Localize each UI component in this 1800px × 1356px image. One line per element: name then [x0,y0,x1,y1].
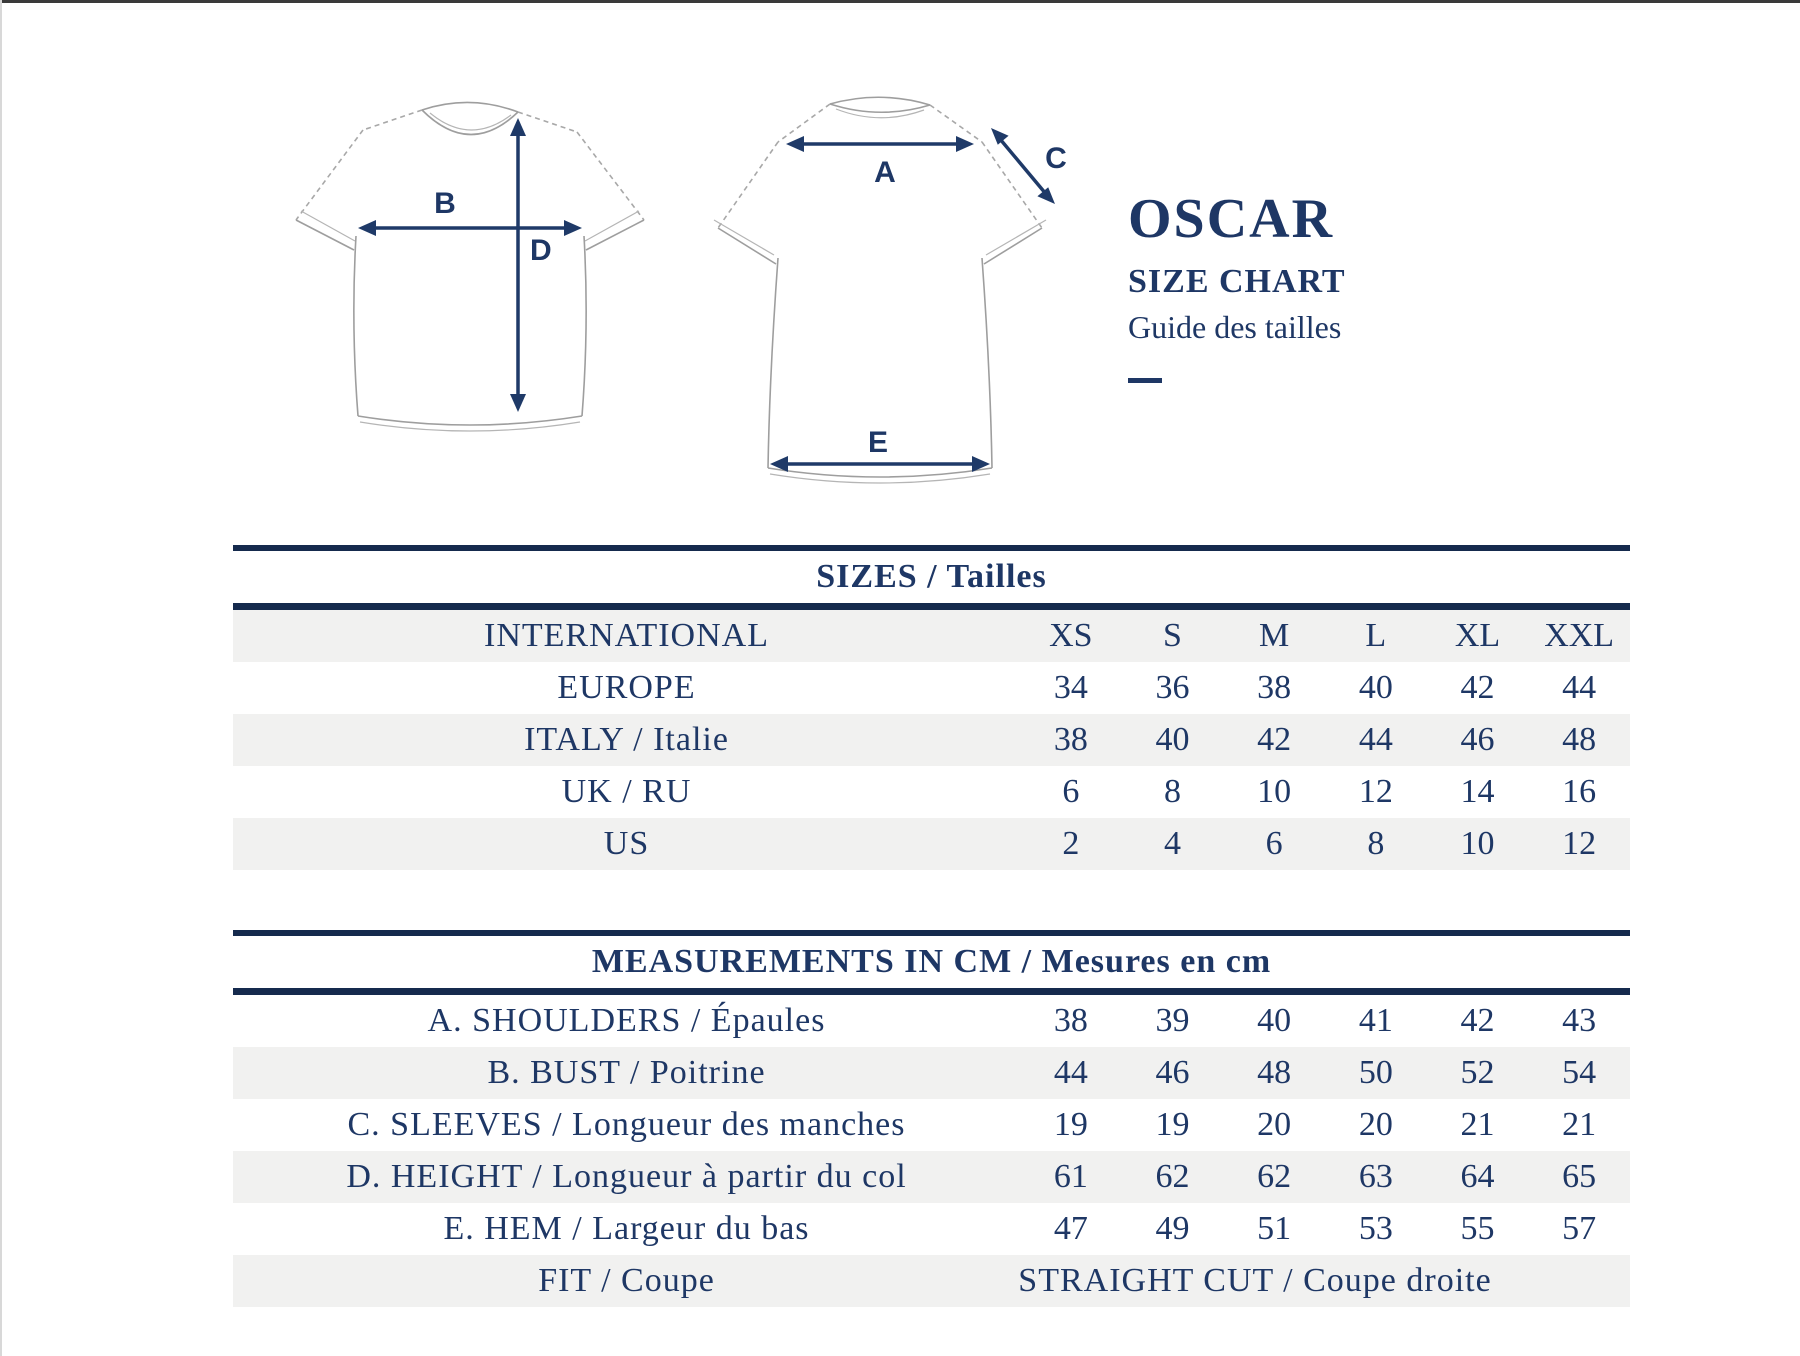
row-value: 8 [1163,773,1181,810]
row-value: 6 [1062,773,1080,810]
row-value: 51 [1257,1210,1292,1247]
row-value: 48 [1257,1054,1292,1091]
screenshot-top-border [0,0,1800,3]
row-value: XL [1454,617,1501,654]
row-value: 65 [1562,1158,1597,1195]
measure-label-d: D [530,234,552,267]
row-value: 44 [1358,721,1393,758]
table-row [233,766,1630,818]
row-value: 20 [1358,1106,1393,1143]
size-chart-heading: SIZE CHART [1128,263,1346,300]
row-value: 54 [1562,1054,1597,1091]
row-label: EUROPE [557,669,696,706]
row-value: 34 [1053,669,1088,706]
row-value: 40 [1155,721,1190,758]
row-value: 12 [1562,825,1597,862]
sizes-table [233,545,1630,870]
table-row [233,1099,1630,1151]
row-value: 53 [1358,1210,1393,1247]
brand-block [1128,190,1346,383]
row-value: 21 [1460,1106,1495,1143]
table-row [233,1203,1630,1255]
row-value: 42 [1460,669,1495,706]
size-chart-heading-french: Guide des tailles [1128,309,1342,345]
row-value: 19 [1155,1106,1190,1143]
row-value: 42 [1257,721,1292,758]
row-value: 62 [1257,1158,1292,1195]
row-value: L [1365,617,1387,654]
measure-label-a: A [874,156,896,189]
row-label: US [603,825,650,862]
row-value: 46 [1155,1054,1190,1091]
row-label: C. SLEEVES / Longueur des manches [347,1106,906,1143]
row-label: D. HEIGHT / Longueur à partir du col [346,1158,907,1195]
row-value: 46 [1460,721,1495,758]
row-value: 64 [1460,1158,1495,1195]
table-row [233,1151,1630,1203]
sizes-table-header: SIZES / Tailles [816,558,1047,595]
row-label: INTERNATIONAL [484,617,769,654]
row-value: 6 [1265,825,1283,862]
sizes-table-header-rule [233,603,1630,610]
em-dash-divider-icon [1128,378,1162,383]
row-value: XS [1049,617,1093,654]
row-value: 61 [1053,1158,1088,1195]
table-row [233,610,1630,662]
row-label: FIT / Coupe [538,1262,715,1299]
fit-value: STRAIGHT CUT / Coupe droite [1018,1262,1492,1299]
row-value: 47 [1053,1210,1088,1247]
measurements-table [233,930,1630,1307]
row-label: E. HEM / Largeur du bas [443,1210,810,1247]
table-row [233,714,1630,766]
measure-label-e: E [867,426,889,459]
row-value: 10 [1257,773,1292,810]
brand-title: OSCAR [1128,188,1335,250]
row-value: 55 [1460,1210,1495,1247]
row-value: S [1163,617,1182,654]
measurements-table-header: MEASUREMENTS IN CM / Mesures en cm [591,943,1272,980]
row-value: 36 [1155,669,1190,706]
measure-label-b: B [434,187,456,220]
row-value: 12 [1358,773,1393,810]
row-value: 40 [1358,669,1393,706]
row-value: M [1259,617,1290,654]
row-value: 50 [1358,1054,1393,1091]
row-value: 52 [1460,1054,1495,1091]
row-value: 19 [1053,1106,1088,1143]
measure-arrow-a [786,136,974,152]
row-value: 4 [1163,825,1181,862]
table-row [233,1047,1630,1099]
row-value: XXL [1544,617,1615,654]
row-value: 38 [1053,721,1088,758]
row-value: 48 [1562,721,1597,758]
row-value: 20 [1257,1106,1292,1143]
row-label: UK / RU [561,773,692,810]
measure-label-c: C [1045,142,1067,175]
row-value: 42 [1460,1002,1495,1039]
row-value: 49 [1155,1210,1190,1247]
table-row [233,818,1630,870]
row-value: 38 [1053,1002,1088,1039]
row-value: 21 [1562,1106,1597,1143]
row-value: 10 [1460,825,1495,862]
row-value: 14 [1460,773,1495,810]
sizes-table-rows [233,610,1630,870]
row-value: 16 [1562,773,1597,810]
tshirt-front-diagram [296,102,644,431]
row-value: 43 [1562,1002,1597,1039]
measurements-table-rows [233,995,1630,1307]
table-row [233,995,1630,1047]
row-label: ITALY / Italie [524,721,729,758]
row-label: A. SHOULDERS / Épaules [427,1002,826,1039]
row-value: 44 [1053,1054,1088,1091]
row-value: 39 [1155,1002,1190,1039]
table-row [233,662,1630,714]
row-value: 38 [1257,669,1292,706]
row-label: B. BUST / Poitrine [487,1054,766,1091]
row-value: 57 [1562,1210,1597,1247]
measurements-table-header-rule [233,988,1630,995]
screenshot-left-border [0,0,2,1356]
row-value: 41 [1358,1002,1393,1039]
measure-arrow-d [510,118,526,412]
row-value: 2 [1062,825,1080,862]
row-value: 8 [1367,825,1385,862]
row-value: 44 [1562,669,1597,706]
row-value: 62 [1155,1158,1190,1195]
row-value: 63 [1358,1158,1393,1195]
tshirt-measurement-diagram [270,80,1080,555]
table-row [233,1255,1630,1307]
row-value: 40 [1257,1002,1292,1039]
